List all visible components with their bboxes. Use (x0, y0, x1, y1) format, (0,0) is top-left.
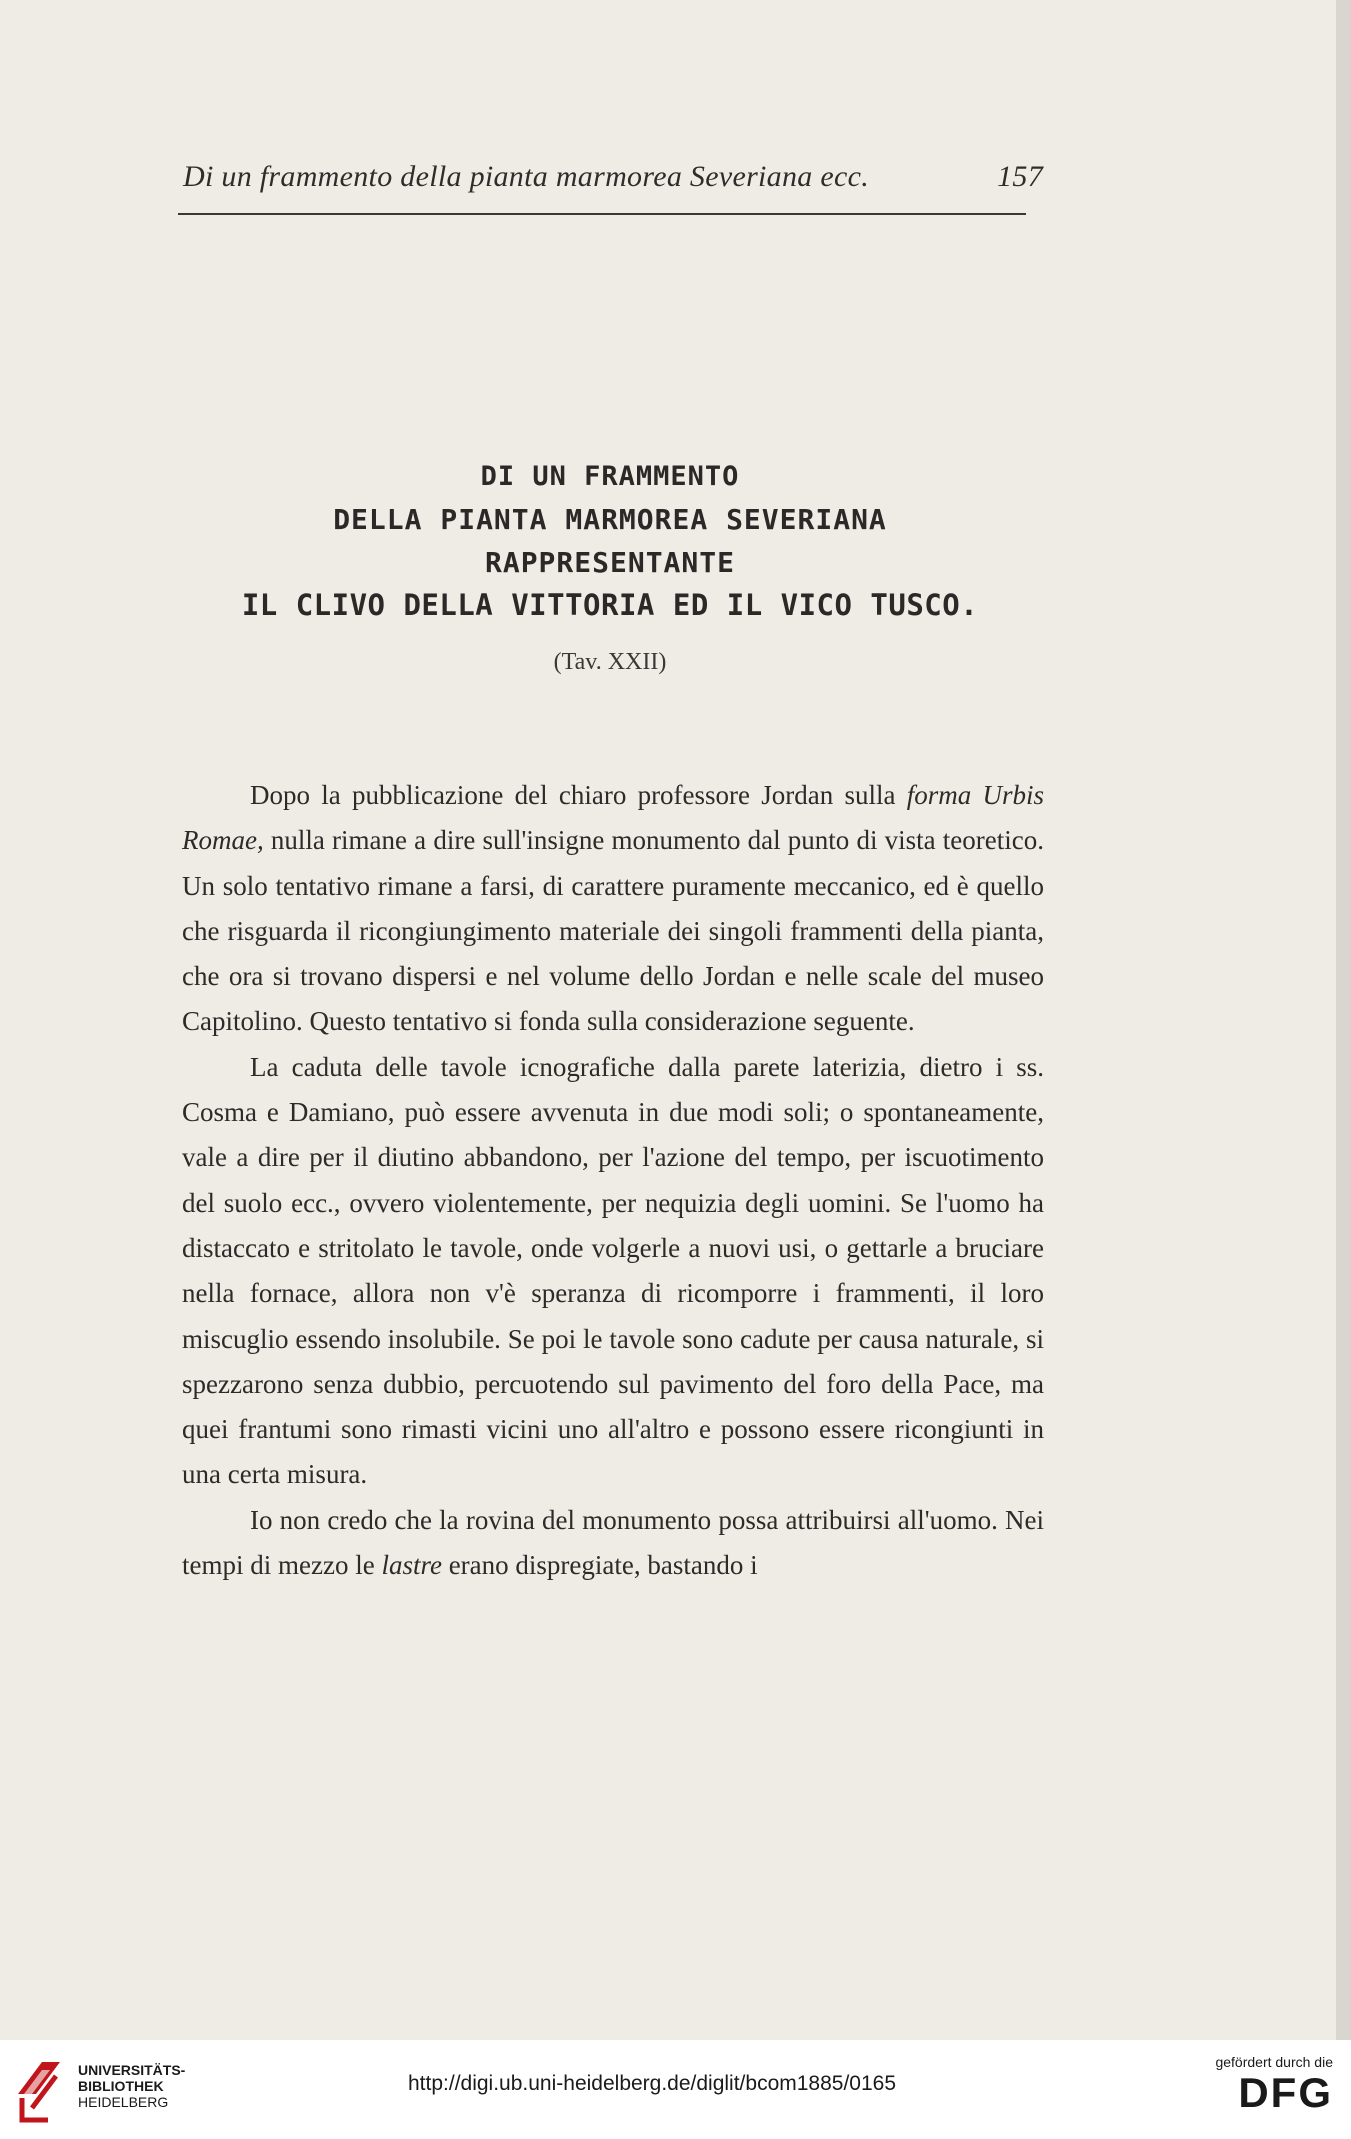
title-line-1: DI UN FRAMMENTO (480, 461, 740, 492)
paragraph-1-text-b: nulla rimane a dire sull'insigne monumento dal punto di vista teoretico. Un solo tentativo rimane a farsi, di carattere puramente meccanico, ed è quello che risguarda il ricongiungimento materiale dei singoli frammenti della pianta, che ora si trovano dispersi e nel volume dello Jordan e nelle scale del museo Capitolino. Questo tentativo si fonda sulla considerazione seguente. (182, 825, 1044, 1037)
paragraph-1 (182, 773, 1044, 1045)
page-number: 157 (997, 160, 1043, 193)
funding-caption: gefördert durch die (1215, 2054, 1333, 2070)
plate-reference: (Tav. XXII) (553, 649, 667, 675)
library-name-line-1: UNIVERSITÄTS- (78, 2062, 186, 2078)
paragraph-2: La caduta delle tavole icnografiche dalla parete laterizia, dietro i ss. Cosma e Damiano, può essere avvenuta in due modi soli; o spontaneamente, vale a dire per il diutino abbandono, per l'azione del tempo, per iscuotimento del suolo ecc., ovvero violentemente, per nequizia degli uomini. Se l'uomo ha distaccato e stritolato le tavole, onde volgerle a nuovi usi, o gettarle a bruciare nella fornace, allora non v'è speranza di ricomporre i frammenti, il loro miscuglio essendo insolubile. Se poi le tavole sono cadute per causa naturale, si spezzarono senza dubbio, percuotendo sul pavimento del foro della Pace, ma quei frantumi sono rimasti vicini uno all'altro e possono essere ricongiunti in una certa misura. (182, 1051, 1044, 1490)
body-text (182, 773, 1044, 1588)
paragraph-3 (182, 1498, 1044, 1589)
footer-bar (0, 2040, 1351, 2139)
library-name-line-2: BIBLIOTHEK (78, 2078, 164, 2094)
paragraph-3-text-b: erano dispregiate, bastando i (441, 1550, 758, 1581)
title-line-2: DELLA PIANTA MARMOREA SEVERIANA (333, 503, 887, 536)
paragraph-1-text-a: Dopo la pubblicazione del chiaro professore Jordan sulla (250, 780, 907, 810)
article-title (170, 455, 1050, 627)
title-line-3: RAPPRESENTANTE (484, 546, 735, 579)
paragraph-3-text-a: Io non credo che la rovina del monumento possa attribuirsi all'uomo. Nei tempi di mezzo le (182, 1504, 1044, 1581)
dfg-logo: DFG (1238, 2069, 1333, 2116)
permalink-url[interactable]: http://digi.ub.uni-heidelberg.de/diglit/bcom1885/0165 (408, 2072, 897, 2095)
library-name-line-3: HEIDELBERG (78, 2094, 169, 2110)
running-head (183, 160, 1043, 194)
paragraph-3-italic: lastre (381, 1550, 442, 1581)
title-line-4: IL CLIVO DELLA VITTORIA ED IL VICO TUSCO. (241, 588, 979, 622)
university-library-logo-icon (14, 2054, 66, 2124)
paragraph-1-italic: forma Urbis Romae, (182, 780, 1044, 856)
library-name (78, 2062, 185, 2110)
page-edge (1336, 0, 1351, 2040)
funding-credit (1193, 2054, 1333, 2116)
header-rule (178, 213, 1026, 215)
running-head-title: Di un frammento della pianta marmorea Severiana ecc. (183, 160, 870, 193)
